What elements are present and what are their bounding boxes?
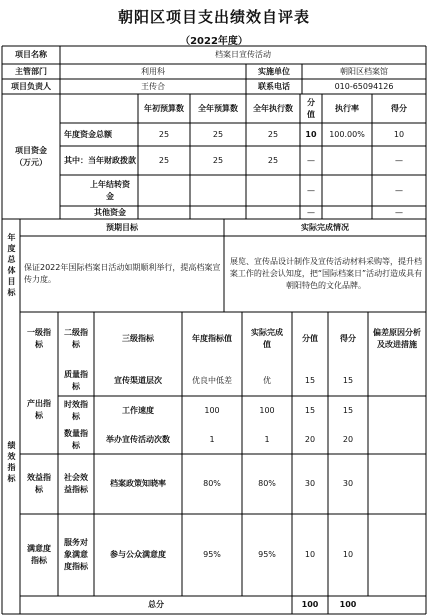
- col-rate-header: 执行率: [335, 103, 359, 113]
- col-l2-header: 二级指标: [64, 328, 88, 349]
- funds-row-rate: 100.00%: [329, 129, 365, 139]
- funds-row-budget: [138, 175, 190, 206]
- page-subtitle: （2022年度）: [180, 36, 248, 47]
- col-full-budget-header: 全年预算数: [198, 103, 238, 113]
- impl-value: 朝阳区档案馆: [340, 66, 388, 76]
- indicator-target: 80%: [203, 479, 221, 488]
- funds-row-value: 10: [305, 129, 317, 139]
- funds-row-budget: 25: [158, 129, 170, 139]
- dept-value: 利用科: [141, 66, 165, 76]
- funds-row-label: 年度资金总额: [64, 129, 112, 139]
- funds-row-label: 其他资金: [94, 207, 126, 217]
- impl-label: 实施单位: [258, 66, 290, 76]
- indicator-l2: 时效指标: [64, 400, 88, 421]
- col-l1-header: 一级指标: [27, 328, 51, 349]
- total-score: 100: [339, 600, 357, 609]
- col-score-header: 得分: [391, 103, 407, 113]
- project-name-value: 档案日宣传活动: [215, 50, 271, 59]
- funds-row-exec: 25: [267, 155, 279, 165]
- indicator-actual: 优: [263, 376, 271, 385]
- indicator-l1: 效益指标: [27, 473, 51, 494]
- funds-row-budget: 25: [158, 155, 170, 165]
- phone-label: 联系电话: [258, 81, 290, 91]
- funds-row-score: —: [395, 185, 403, 195]
- leader-label: 项目负责人: [11, 81, 51, 91]
- indicator-target: 95%: [203, 550, 221, 559]
- indicator-value: 20: [304, 435, 316, 444]
- col-target-header: 年度指标值: [192, 334, 232, 343]
- funds-row-score: —: [395, 207, 403, 217]
- col-score-header: 得分: [340, 334, 356, 343]
- funds-row-value: —: [307, 207, 315, 217]
- indicator-l2: 社会效益指标: [64, 473, 88, 494]
- indicator-l1: 产出指标: [27, 399, 51, 420]
- funds-row-full: [190, 206, 246, 219]
- funds-row-full: [190, 175, 246, 206]
- funds-row-label: 其中：当年财政拨款: [64, 155, 136, 165]
- indicator-target: 优良中低差: [192, 376, 232, 385]
- funds-row-rate: [322, 206, 372, 219]
- col-budget-header: 年初预算数: [144, 103, 184, 113]
- actual-goal-text: 展览、宣传品设计制作及宣传活动材料采购等，提升档案工作的社会认知度，把“国际档案日”活动打造成具有朝阳特色的文化品牌。: [229, 257, 423, 290]
- indicator-score: 20: [342, 435, 354, 444]
- total-value: 100: [301, 600, 319, 609]
- funds-row-full: 25: [212, 155, 224, 165]
- planned-goal-text: 保证2022年国际档案日活动如期顺利举行，提高档案宣传力度。: [24, 263, 221, 284]
- indicator-l3: 工作速度: [122, 406, 154, 415]
- phone-value: 010-65094126: [334, 81, 394, 91]
- col-exec-header: 全年执行数: [253, 103, 293, 113]
- funds-row-budget: [138, 206, 190, 219]
- funds-row-exec: 25: [267, 129, 279, 139]
- goals-section-label: 年度总体目标: [7, 232, 16, 299]
- col-l3-header: 三级指标: [122, 334, 154, 343]
- indicator-l2: 服务对象满意度指标: [64, 538, 88, 571]
- dept-label: 主管部门: [15, 66, 47, 76]
- page-title: 朝阳区项目支出绩效自评表: [117, 8, 310, 26]
- indicator-value: 15: [304, 406, 316, 415]
- funds-row-label: 上年结转资金: [90, 179, 130, 201]
- funds-row-score: 10: [393, 129, 405, 139]
- col-reason-header: 偏差原因分析及改进措施: [373, 328, 421, 349]
- indicator-value: 10: [304, 550, 316, 559]
- funds-section-label: 项目资金（万元）: [15, 145, 47, 167]
- funds-row-exec: [246, 175, 300, 206]
- col-actual-header: 实际完成值: [251, 328, 283, 349]
- indicator-target: 1: [209, 435, 215, 444]
- funds-row-rate: [322, 175, 372, 206]
- indicator-actual: 1: [264, 435, 270, 444]
- col-value-header: 分值: [302, 334, 318, 343]
- indicator-actual: 95%: [258, 550, 276, 559]
- indicator-actual: 100: [259, 406, 275, 415]
- indicator-l1: 满意度指标: [27, 544, 51, 565]
- funds-row-score: —: [395, 155, 403, 165]
- leader-value: 王传合: [141, 81, 165, 91]
- indicator-target: 100: [204, 406, 220, 415]
- funds-row-exec: [246, 206, 300, 219]
- indicator-score: 10: [342, 550, 354, 559]
- col-score-value-header: 分值: [307, 97, 315, 119]
- indicator-l3: 参与公众满意度: [110, 550, 166, 559]
- funds-row-rate: [322, 146, 372, 175]
- indicator-score: 30: [342, 479, 354, 488]
- indicator-value: 15: [304, 376, 316, 385]
- funds-row-full: 25: [212, 129, 224, 139]
- indicator-l3: 举办宣传活动次数: [106, 435, 170, 444]
- indicator-l3: 档案政策知晓率: [110, 479, 166, 488]
- indicator-l3: 宣传渠道层次: [114, 376, 162, 385]
- indicators-section-label: 绩效指标: [7, 441, 16, 485]
- funds-row-value: —: [307, 185, 315, 195]
- indicator-l2: 数量指标: [64, 429, 88, 450]
- indicator-l2: 质量指标: [64, 370, 88, 391]
- indicator-score: 15: [342, 376, 354, 385]
- planned-goal-header: 预期目标: [106, 222, 138, 232]
- project-name-label: 项目名称: [15, 50, 47, 59]
- indicator-actual: 80%: [258, 479, 276, 488]
- total-label: 总分: [148, 600, 164, 609]
- funds-row-value: —: [307, 155, 315, 165]
- indicator-value: 30: [304, 479, 316, 488]
- actual-goal-header: 实际完成情况: [301, 222, 349, 232]
- indicator-score: 15: [342, 406, 354, 415]
